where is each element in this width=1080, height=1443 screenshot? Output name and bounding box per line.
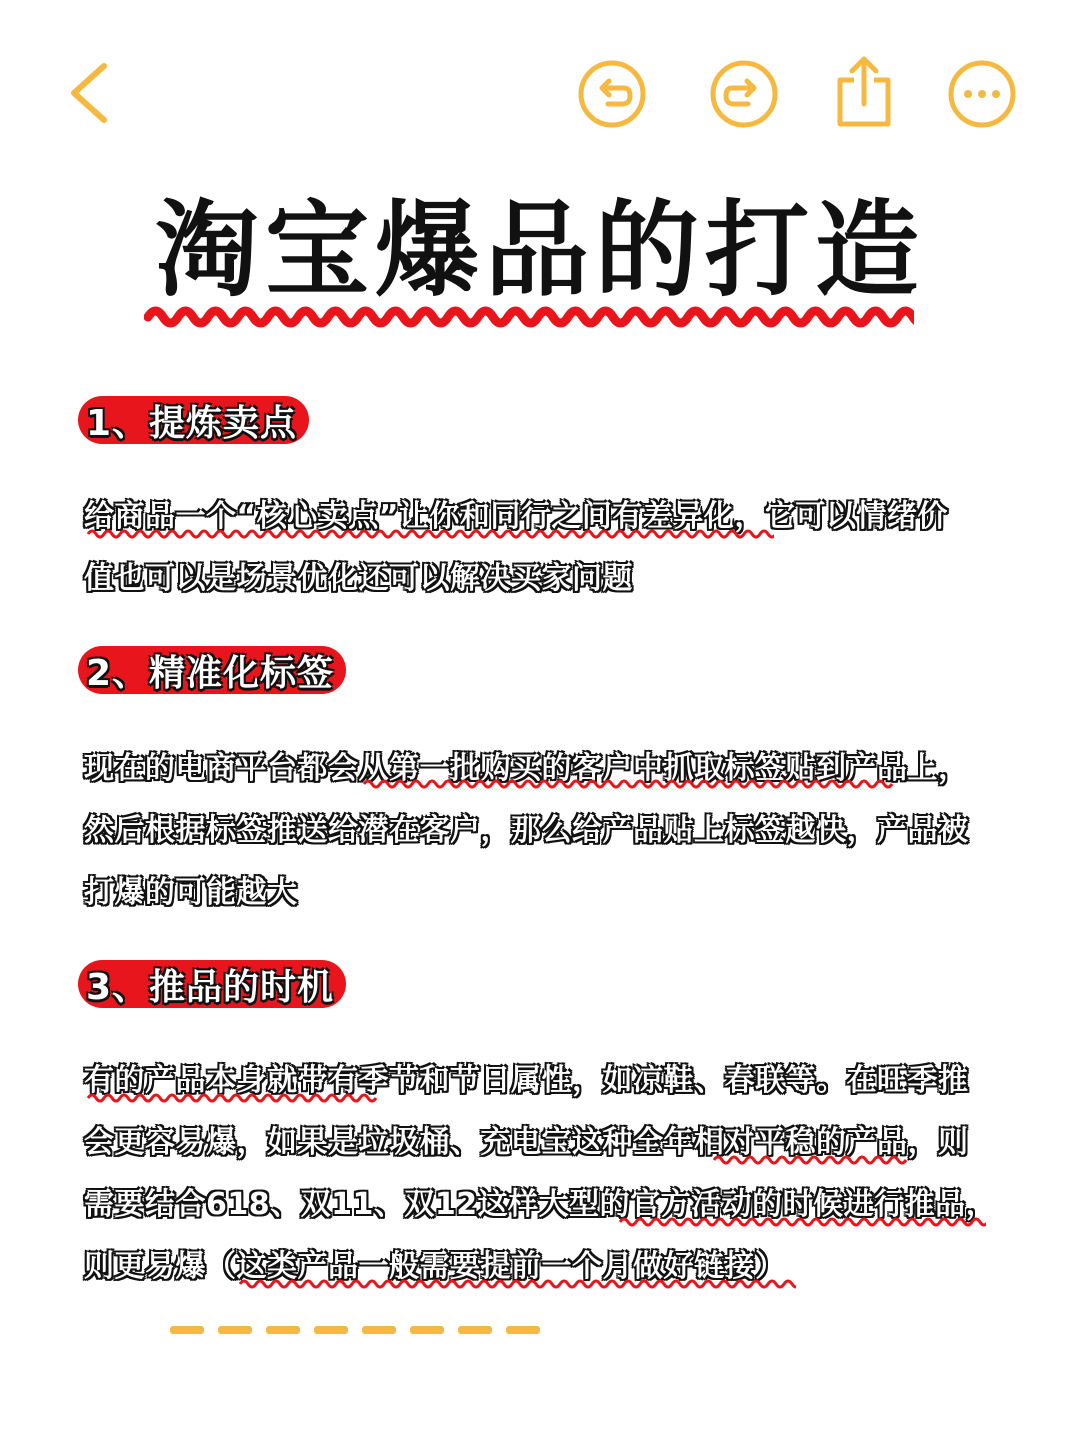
section-3-line-3: 需要结合618、双11、双12这样大型的官方活动的时候进行推品，	[84, 1187, 997, 1222]
dash	[410, 1326, 444, 1334]
section-heading-3	[78, 960, 346, 1008]
dash	[314, 1326, 348, 1334]
section-3-line-2: 会更容易爆，如果是垃圾桶、充电宝这种全年相对平稳的产品，则	[84, 1125, 969, 1160]
section-heading-2-text: 2、精准化标签	[86, 652, 335, 694]
dash	[458, 1326, 492, 1334]
section-3-line-4: 则更易爆（这类产品一般需要提前一个月做好链接）	[84, 1249, 786, 1284]
section-3-squiggle-2	[710, 1152, 910, 1168]
bottom-dash-decoration	[170, 1326, 540, 1334]
section-3-squiggle-4	[236, 1276, 796, 1292]
title-container	[0, 190, 1080, 310]
section-heading-3-text: 3、推品的时机	[86, 966, 335, 1008]
section-2-line-3: 打爆的可能越大	[84, 875, 298, 910]
section-heading-1-text: 1、提炼卖点	[86, 402, 298, 444]
section-3-line-1: 有的产品本身就带有季节和节日属性，如凉鞋、春联等。在旺季推	[84, 1063, 969, 1098]
section-1-line-1: 给商品一个“核心卖点”让你和同行之间有差异化，它可以情绪价	[84, 499, 948, 534]
section-1-squiggle	[84, 526, 774, 542]
section-2-body	[84, 738, 996, 924]
section-2-line-2: 然后根据标签推送给潜在客户，那么给产品贴上标签越快，产品被	[84, 813, 969, 848]
section-3-squiggle-1	[84, 1090, 384, 1106]
section-2-line-1: 现在的电商平台都会从第一批购买的客户中抓取标签贴到产品上，	[84, 751, 969, 786]
dash	[362, 1326, 396, 1334]
section-1-body	[84, 486, 996, 610]
share-icon[interactable]	[834, 54, 894, 130]
section-heading-1	[78, 396, 309, 444]
dash	[266, 1326, 300, 1334]
undo-icon[interactable]	[576, 58, 648, 130]
page-title: 淘宝爆品的打造	[154, 189, 925, 311]
redo-icon[interactable]	[708, 58, 780, 130]
section-3-squiggle-3	[616, 1214, 986, 1230]
chevron-left-icon[interactable]	[66, 62, 112, 124]
dash	[170, 1326, 204, 1334]
section-3-body	[84, 1050, 996, 1298]
section-1-line-2: 值也可以是场景优化还可以解决买家问题	[84, 561, 633, 596]
dash	[218, 1326, 252, 1334]
title-underline-wave	[144, 300, 914, 334]
more-icon[interactable]	[946, 58, 1018, 130]
toolbar	[0, 0, 1080, 170]
section-heading-2	[78, 646, 346, 694]
section-2-squiggle	[360, 776, 900, 792]
dash	[506, 1326, 540, 1334]
